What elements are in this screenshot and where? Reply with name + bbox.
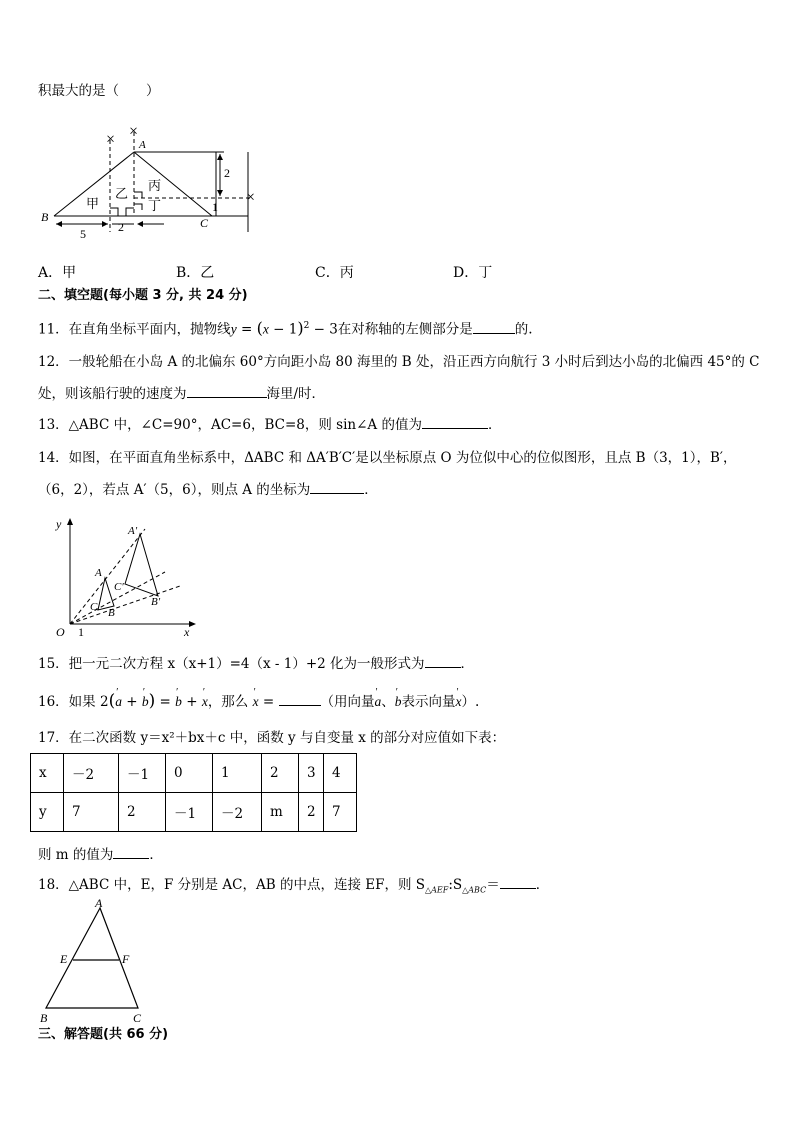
fig10-label-5: 5 [80,227,86,240]
table-cell: 2 [262,754,299,793]
table-cell: 2 [299,793,324,832]
fig14-label-C: C [90,601,98,613]
q17-value-table [30,753,357,832]
q11-answer-blank [473,321,515,334]
fig10-label-A: A [139,139,146,151]
table-cell: 2 [119,793,166,832]
table-cell: 3 [299,754,324,793]
q15-answer-blank [425,655,461,668]
question-14-line2: （6，2），若点 A′（5，6），则点 A 的坐标为 ． [38,482,378,498]
question-16: 16．如果 2(′ a + ′ b) = ′ b + ′ x，那么 ′ x = （用向量′ a、′ b表示向量′ x）. [38,692,479,711]
question-17: 17．在二次函数 y＝x²＋bx＋c 中，函数 y 与自变量 x 的部分对应值如下表： [38,730,506,746]
fig10-label-1: 1 [212,200,218,214]
fig10-label-2-bottom: 2 [118,220,124,234]
table-cell: 1 [213,754,262,793]
fig14-label-Cp: C′ [114,581,124,593]
fig10-label-ding: 丁 [148,198,162,213]
question-12-line2: 处，则该船行驶的速度为 海里/时． [38,386,326,402]
fig14-label-A: A [95,567,102,579]
fig14-ray-B [70,586,180,624]
table-cell: y [31,793,64,832]
question-18: 18．△ABC 中，E，F 分别是 AC，AB 的中点，连接 EF，则 $S_{\triangle AEF}:S_{\triangle ABC}=$ ． [38,877,550,895]
q14-figure [50,514,200,638]
q10-option-d: D．丁 [453,265,493,281]
fig10-cross-left: × [106,131,116,148]
fig18-label-B: B [40,1011,48,1025]
q10-option-a: A．甲 [38,265,77,281]
q16-answer-blank [279,693,321,706]
fig10-right-angle-4 [134,204,142,210]
table-cell: －1 [119,754,166,793]
fig10-right-angle-1 [110,208,118,216]
table-cell: 7 [324,793,357,832]
question-11: 11．在直角坐标平面内，抛物线$y = (x - 1)^2 - 3$在对称轴的左侧部分是 的. [38,318,533,338]
q18-answer-blank [500,876,536,889]
table-cell: 0 [166,754,213,793]
section-2-title: 二、填空题(每小题 3 分, 共 24 分) [38,288,248,303]
fig10-label-B: B [41,210,49,224]
q18-figure [36,896,154,1026]
table-cell: －2 [64,754,119,793]
fig10-label-yi: 乙 [115,186,129,201]
q10-option-c: C．丙 [315,265,354,281]
fig14-label-y: y [56,517,62,531]
fig14-label-Ap: A′ [128,525,138,537]
question-17-after: 则 m 的值为 ． [38,847,163,863]
fig10-cross-right: × [246,189,256,206]
fig10-right-angle-3 [134,192,142,198]
q12-answer-blank [187,385,267,398]
table-cell: x [31,754,64,793]
fig10-label-2-right: 2 [224,166,230,180]
fig18-label-C: C [133,1011,142,1025]
fig14-label-B: B [108,607,115,619]
q10-figure [36,122,268,240]
q13-answer-blank [422,416,488,429]
table-cell: 7 [64,793,119,832]
fig10-label-jia: 甲 [86,196,100,211]
table-cell: －2 [213,793,262,832]
fig14-triangle-ApBpCp [125,534,158,596]
fig14-label-O: O [56,625,65,638]
fig14-label-x: x [184,625,190,638]
table-row [31,754,357,793]
q10-option-b: B．乙 [176,265,215,281]
table-cell: 4 [324,754,357,793]
question-13: 13．△ABC 中，∠C=90°，AC=6，BC=8，则 sin∠A 的值为 ． [38,417,502,433]
table-cell: －1 [166,793,213,832]
question-14-line1: 14．如图，在平面直角坐标系中，ΔABC 和 ΔA′B′C′是以坐标原点 O 为位似中心的位似图形，且点 B（3，1），B′， [38,450,737,466]
table-row [31,793,357,832]
question-12-line1: 12．一般轮船在小岛 A 的北偏东 60°方向距小岛 80 海里的 B 处，沿正西方向航行 3 小时后到达小岛的北偏西 45°的 C [38,354,760,370]
fig10-label-bing: 丙 [148,178,162,193]
fig10-cross-center: × [129,123,139,140]
fig18-label-F: F [122,952,130,966]
question-15: 15．把一元二次方程 x（x+1）=4（x - 1）+2 化为一般形式为 ． [38,656,475,672]
fig18-label-E: E [60,952,68,966]
fig14-label-1: 1 [78,625,84,638]
fig18-label-A: A [95,896,103,910]
fig10-label-C: C [200,216,209,230]
section-3-title: 三、解答题(共 66 分) [38,1027,169,1042]
fig10-right-side [134,152,212,216]
fig14-triangle-ABC [98,578,114,610]
q14-answer-blank [310,481,364,494]
fig14-label-Bp: B′ [151,596,161,608]
q10-tail: 积最大的是（ ） [38,83,160,99]
q17-answer-blank [113,846,149,859]
fig10-right-angle-2 [126,208,134,216]
table-cell: m [262,793,299,832]
